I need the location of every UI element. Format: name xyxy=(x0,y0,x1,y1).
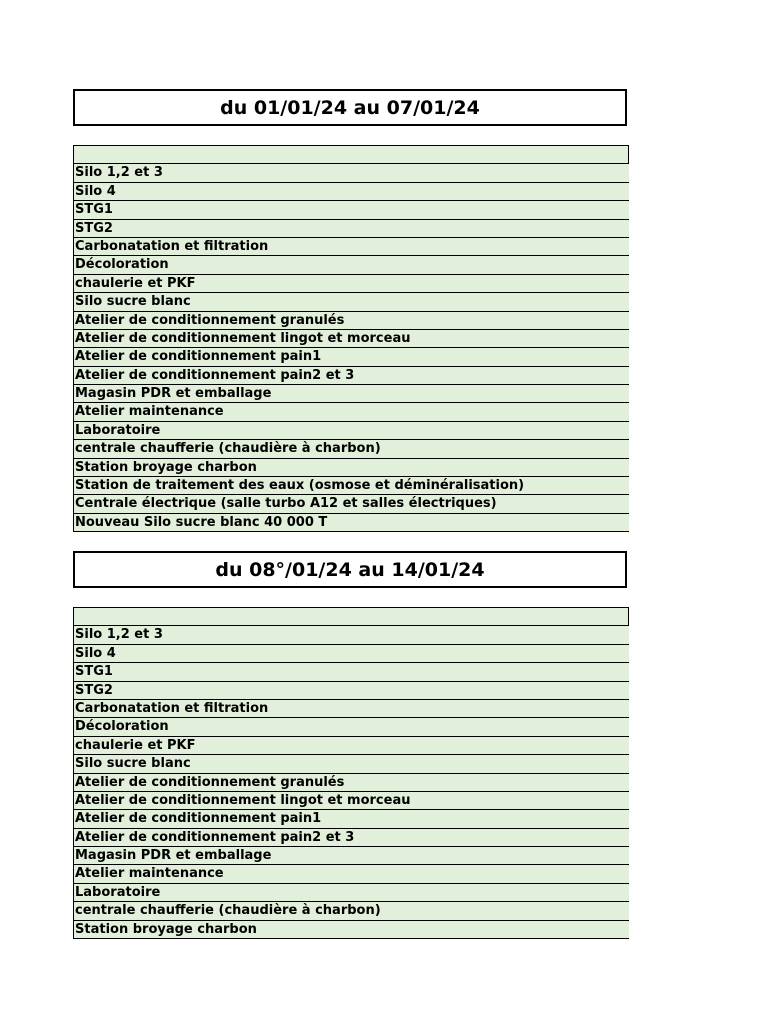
table-row: Décoloration xyxy=(74,718,629,736)
table-row: Station broyage charbon xyxy=(74,921,629,939)
table-row: Décoloration xyxy=(74,256,629,274)
table-row: Magasin PDR et emballage xyxy=(74,847,629,865)
table-row: Carbonatation et filtration xyxy=(74,700,629,718)
table-row: chaulerie et PKF xyxy=(74,275,629,293)
table-row: Laboratoire xyxy=(74,884,629,902)
table-header-row xyxy=(74,608,629,626)
table-row: Atelier maintenance xyxy=(74,403,629,421)
table-row: Silo 1,2 et 3 xyxy=(74,164,629,182)
table-row: Silo sucre blanc xyxy=(74,293,629,311)
table-row: Atelier de conditionnement granulés xyxy=(74,774,629,792)
table-row: Carbonatation et filtration xyxy=(74,238,629,256)
table-row: Station de traitement des eaux (osmose et déminéralisation) xyxy=(74,477,629,495)
table-row: Silo 4 xyxy=(74,183,629,201)
zone-table-2 xyxy=(73,607,629,939)
table-row: Station broyage charbon xyxy=(74,459,629,477)
period-title-2: du 08°/01/24 au 14/01/24 xyxy=(73,551,627,588)
table-row: Centrale électrique (salle turbo A12 et salles électriques) xyxy=(74,495,629,513)
table-row: Magasin PDR et emballage xyxy=(74,385,629,403)
table-header-row xyxy=(74,146,629,164)
table-row: Atelier de conditionnement pain1 xyxy=(74,348,629,366)
period-title-1: du 01/01/24 au 07/01/24 xyxy=(73,89,627,126)
table-row: centrale chaufferie (chaudière à charbon) xyxy=(74,440,629,458)
table-row: Atelier de conditionnement pain1 xyxy=(74,810,629,828)
table-row: Atelier de conditionnement pain2 et 3 xyxy=(74,367,629,385)
table-row: STG1 xyxy=(74,663,629,681)
table-row: STG2 xyxy=(74,220,629,238)
zone-table-1 xyxy=(73,145,629,532)
table-row: Silo sucre blanc xyxy=(74,755,629,773)
table-row: Nouveau Silo sucre blanc 40 000 T xyxy=(74,514,629,532)
table-row: Silo 1,2 et 3 xyxy=(74,626,629,644)
table-row: Atelier maintenance xyxy=(74,865,629,883)
table-row: Atelier de conditionnement pain2 et 3 xyxy=(74,829,629,847)
table-row: Laboratoire xyxy=(74,422,629,440)
table-row: Silo 4 xyxy=(74,645,629,663)
table-row: chaulerie et PKF xyxy=(74,737,629,755)
table-row: Atelier de conditionnement lingot et morceau xyxy=(74,330,629,348)
table-row: Atelier de conditionnement granulés xyxy=(74,312,629,330)
table-row: centrale chaufferie (chaudière à charbon) xyxy=(74,902,629,920)
table-row: STG1 xyxy=(74,201,629,219)
table-row: STG2 xyxy=(74,682,629,700)
table-row: Atelier de conditionnement lingot et morceau xyxy=(74,792,629,810)
